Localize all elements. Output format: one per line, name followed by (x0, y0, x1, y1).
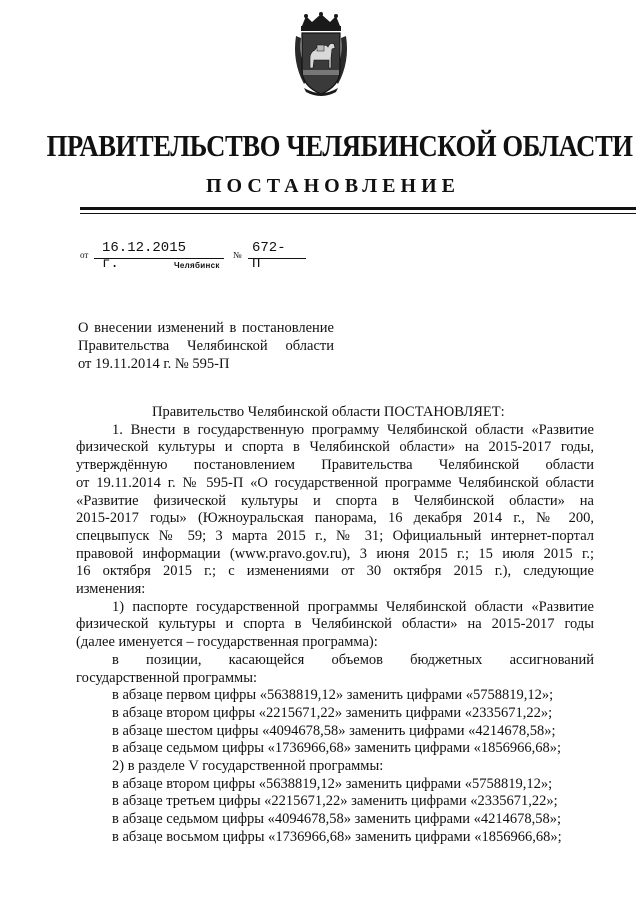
date-prefix: от (80, 250, 89, 260)
body-line: в абзаце первом цифры «5638819,12» заменить цифрами «5758819,12»; (112, 687, 554, 704)
body-line: 2) в разделе V государственной программы: (112, 758, 384, 775)
body-line: правовой информации (www.pravo.gov.ru), 3 июня 2015 г.; 15 июля 2015 г.; (76, 545, 594, 562)
subject-line: Правительства Челябинской области (78, 338, 334, 354)
body-line: спецвыпуск № 59; 3 марта 2015 г., № 31; Официальный интернет-портал (76, 527, 594, 544)
document-body (76, 404, 594, 847)
number-prefix: № (233, 250, 242, 260)
body-line: в абзаце третьем цифры «2215671,22» заменить цифрами «2335671,22»; (112, 793, 558, 810)
body-line: «Развитие физической культуры и спорта в Челябинской области» на (76, 492, 594, 509)
body-line: в абзаце седьмом цифры «1736966,68» заменить цифрами «1856966,68»; (112, 740, 562, 757)
document-date: 16.12.2015 г. (102, 240, 187, 272)
body-line: физической культуры и спорта в Челябинской области» на 2015-2017 годы (76, 616, 594, 633)
header-divider-thin (80, 213, 636, 214)
body-line: в абзаце втором цифры «5638819,12» заменить цифрами «5758819,12»; (112, 775, 553, 792)
body-line: в позиции, касающейся объемов бюджетных ассигнований (112, 651, 594, 668)
document-number: 672-П (252, 240, 286, 272)
body-line: 16 октября 2015 г.; с изменениями от 30 октября 2015 г.), следующие (76, 563, 594, 580)
body-line: в абзаце седьмом цифры «4094678,58» заменить цифрами «4214678,58»; (112, 811, 562, 828)
subject-line: от 19.11.2014 г. № 595-П (78, 356, 230, 372)
body-line: от 19.11.2014 г. № 595-П «О государственной программе Челябинской области (76, 474, 594, 491)
body-line: государственной программы: (76, 669, 257, 686)
body-line: физической культуры и спорта в Челябинской области» на 2015-2017 годы, (76, 439, 594, 456)
city-label: Челябинск (174, 261, 220, 270)
header-divider-thick (80, 207, 636, 210)
subject-line: О внесении изменений в постановление (78, 320, 334, 336)
body-line: в абзаце шестом цифры «4094678,58» заменить цифрами «4214678,58»; (112, 722, 556, 739)
document-subject (78, 319, 334, 373)
resolution-preamble: Правительство Челябинской области ПОСТАНОВЛЯЕТ: (152, 404, 505, 420)
body-line: (далее именуется – государственная программа): (76, 634, 378, 651)
body-line: 1. Внести в государственную программу Челябинской области «Развитие (112, 421, 594, 438)
chelyabinsk-coat-of-arms-icon (290, 12, 352, 98)
body-line: 2015-2017 годы» (Южноуральская панорама, 16 декабря 2014 г., № 200, (76, 510, 594, 527)
body-line: в абзаце втором цифры «2215671,22» заменить цифрами «2335671,22»; (112, 704, 553, 721)
government-title: ПРАВИТЕЛЬСТВО ЧЕЛЯБИНСКОЙ ОБЛАСТИ (46, 128, 633, 163)
body-line: утверждённую постановлением Правительства Челябинской области (76, 457, 594, 474)
body-line: изменения: (76, 581, 146, 598)
body-line: в абзаце восьмом цифры «1736966,68» заменить цифрами «1856966,68»; (112, 828, 562, 845)
body-line: 1) паспорте государственной программы Челябинской области «Развитие (112, 598, 594, 615)
document-type: ПОСТАНОВЛЕНИЕ (206, 175, 460, 197)
